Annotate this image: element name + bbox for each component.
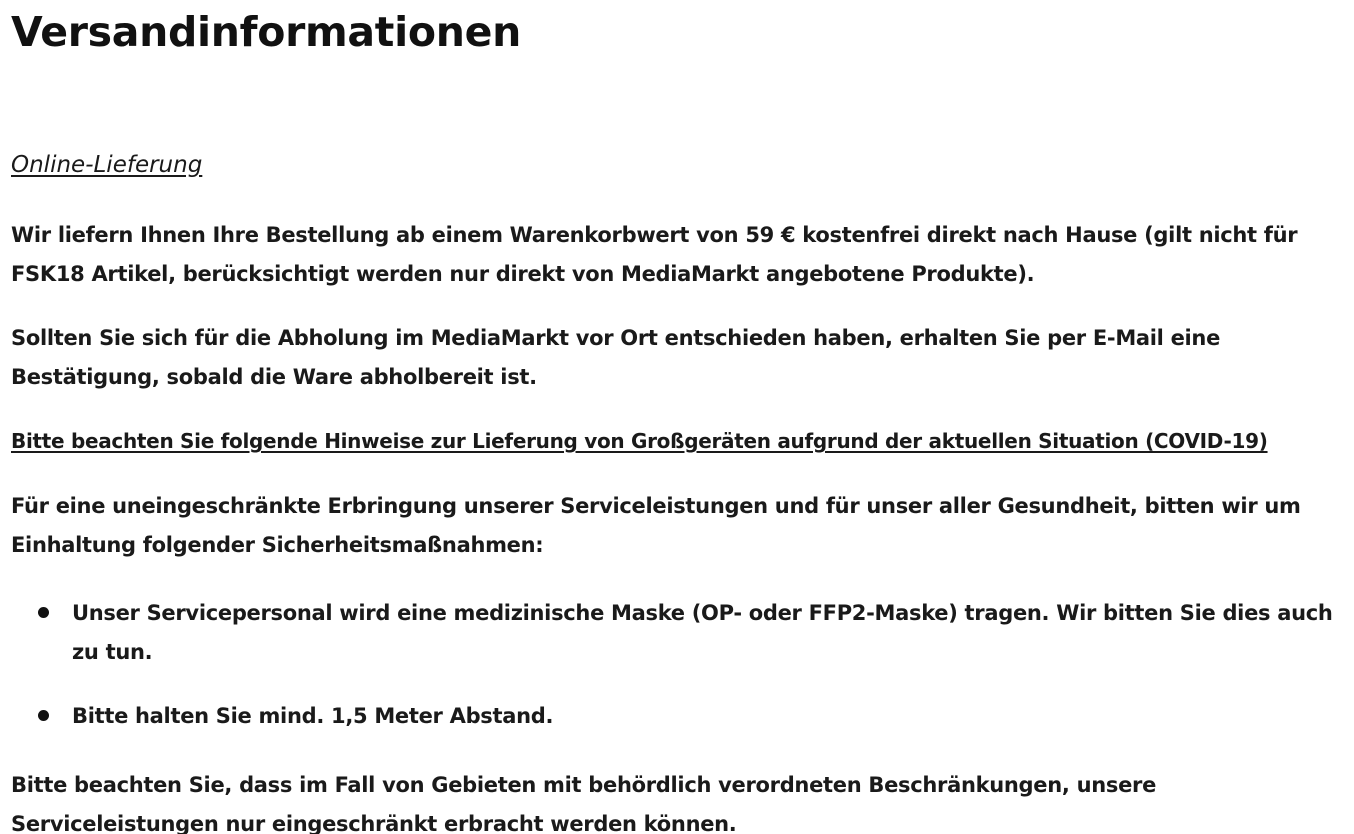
online-delivery-subheading: Online-Lieferung <box>11 152 203 178</box>
safety-measures-list <box>11 594 1341 761</box>
page-title: Versandinformationen <box>11 8 521 56</box>
safety-intro-paragraph: Für eine uneingeschränkte Erbringung unserer Serviceleistungen und für unser aller Gesundheit, bitten wir um Einhaltung folgender Sicherheitsmaßnahmen: <box>11 494 1301 557</box>
list-item-text: Bitte halten Sie mind. 1,5 Meter Abstand. <box>72 704 554 728</box>
list-item <box>11 594 1341 672</box>
list-item-text: Unser Servicepersonal wird eine medizinische Maske (OP- oder FFP2-Maske) tragen. Wir bitten Sie dies auch zu tun. <box>72 601 1333 664</box>
delivery-cost-paragraph: Wir liefern Ihnen Ihre Bestellung ab einem Warenkorbwert von 59 € kostenfrei direkt nach Hause (gilt nicht für FSK18 Artikel, berücksichtigt werden nur direkt von MediaMarkt angebotene Produkte). <box>11 223 1298 286</box>
bullet-icon <box>38 710 49 721</box>
bullet-icon <box>38 607 49 618</box>
list-item <box>11 697 1341 736</box>
covid-notice-link[interactable]: Bitte beachten Sie folgende Hinweise zur Lieferung von Großgeräten aufgrund der aktuellen Situation (COVID-19) <box>11 429 1268 453</box>
restrictions-paragraph: Bitte beachten Sie, dass im Fall von Gebieten mit behördlich verordneten Beschränkungen, unsere Serviceleistungen nur eingeschränkt erbracht werden können. <box>11 773 1157 834</box>
store-pickup-paragraph: Sollten Sie sich für die Abholung im MediaMarkt vor Ort entschieden haben, erhalten Sie per E-Mail eine Bestätigung, sobald die Ware abholbereit ist. <box>11 326 1221 389</box>
